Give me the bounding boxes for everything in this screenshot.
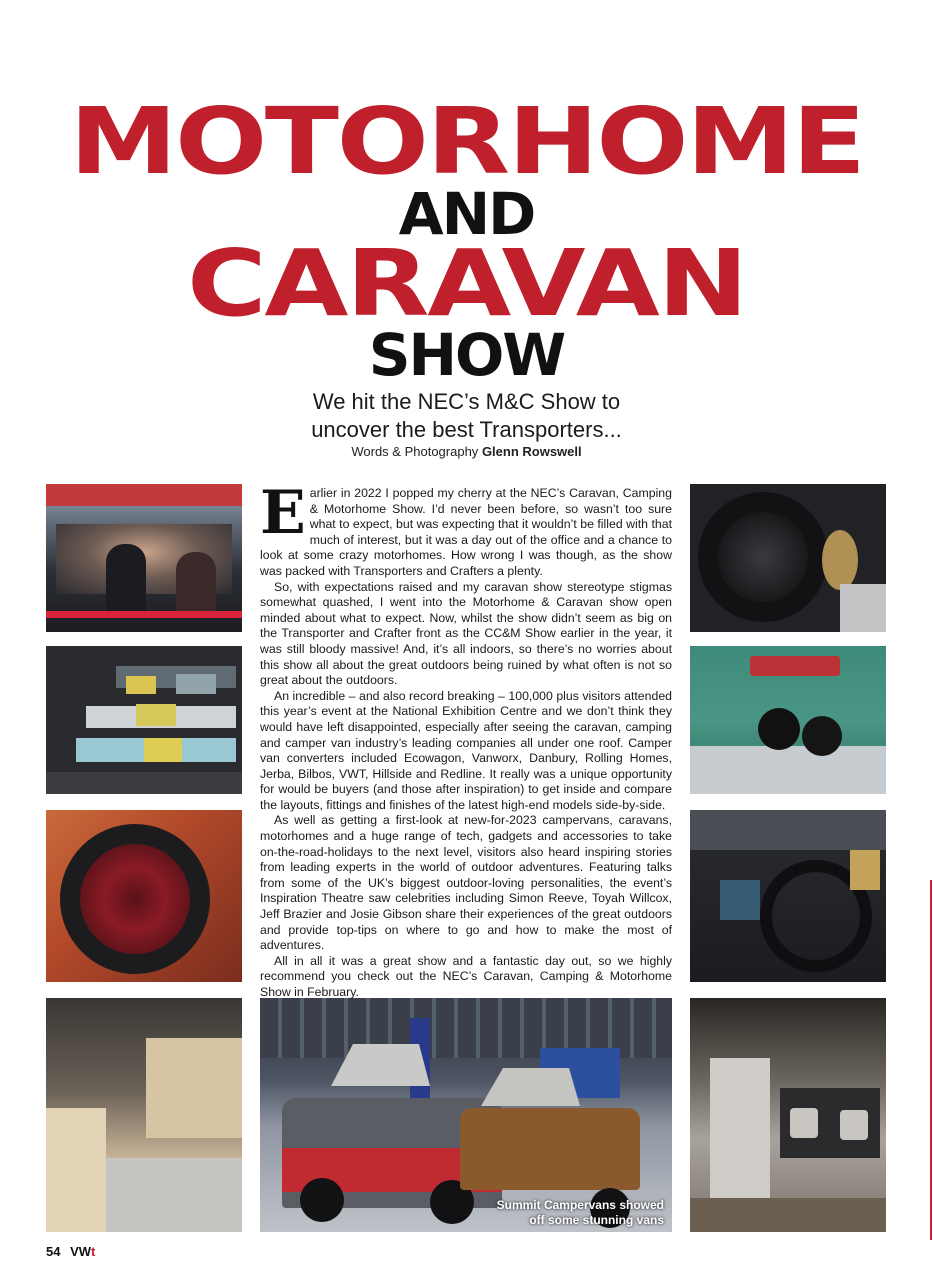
article-paragraph: An incredible – and also record breaking – 100,000 plus visitors attended this year’s event at the National Exhibition Centre and we don’t think they would have left disappointed, especially after seeing the caravan, camping and camper van industry’s leading companies all under one roof. Camper van converters included Ecowagon, Vanworx, Danbury, Rolling Homes, Jerba, Bilbos, VWT, Hillside and Redline. It really was a unique opportunity for would be buyers (and those after inspiration) to get inside and compare the layouts, fittings and finishes of the latest high-end models side-by-side. bbox=[260, 688, 672, 812]
page-number: 54 bbox=[46, 1244, 61, 1259]
article-paragraph: So, with expectations raised and my caravan show stereotype stigmas somewhat quashed, I went into the Motorhome & Caravan show open minded about what to expect. Now, whilst the show didn’t seem as big on the Transporter and Crafter front as the CC&M Show earlier in the year, it was still bloody massive! And, it’s all indoors, so there’s no worries about this show all about the great outdoors being ruined by what often is not so great about the outdoors. bbox=[260, 579, 672, 688]
standfirst bbox=[0, 388, 933, 444]
photo-interior-right bbox=[690, 998, 886, 1232]
article-body bbox=[260, 478, 672, 1001]
photo-summit-campervans bbox=[260, 998, 672, 1232]
magazine-logo-accent: t bbox=[91, 1244, 96, 1259]
headline-show: SHOW bbox=[368, 321, 565, 389]
side-rule bbox=[930, 880, 932, 1240]
byline-author: Glenn Rowswell bbox=[481, 444, 582, 459]
photo-black-wheel bbox=[690, 484, 886, 632]
magazine-logo-main: VW bbox=[70, 1244, 92, 1259]
photo-steering-wheel bbox=[690, 810, 886, 982]
photo-exhaust bbox=[690, 646, 886, 794]
standfirst-line-1: We hit the NEC’s M&C Show to bbox=[312, 389, 621, 414]
magazine-logo bbox=[70, 1244, 95, 1259]
headline-and: AND bbox=[398, 180, 535, 248]
article-paragraph: As well as getting a first-look at new-for-2023 campervans, caravans, motorhomes and a huge range of tech, gadgets and accessories to take on-the-road-holidays to the next level, visitors also heard inspiring stories from leading experts in the world of outdoor adventures. Featuring talks from some of the UK’s biggest outdoor-loving personalities, the event’s Inspiration Theatre saw celebrities including Simon Reeve, Toyah Willcox, Jeff Brazier and Josie Gibson share their experiences of the great outdoors and provide top-tips on where to go and how to make the most of adventures. bbox=[260, 813, 672, 953]
drop-cap: E bbox=[260, 478, 306, 548]
byline-prefix: Words & Photography bbox=[351, 444, 479, 459]
standfirst-line-2: uncover the best Transporters... bbox=[311, 417, 622, 442]
headline-caravan: CARAVAN bbox=[187, 230, 746, 337]
photo-coolboxes bbox=[46, 646, 242, 794]
article-paragraph: All in all it was a great show and a fantastic day out, so we highly recommend you check out the NEC’s Caravan, Camping & Motorhome Show in February. bbox=[260, 953, 672, 999]
caption-line-2: off some stunning vans bbox=[529, 1213, 664, 1227]
page-footer bbox=[46, 1244, 95, 1259]
byline bbox=[0, 444, 933, 459]
photo-ribbon-opening bbox=[46, 484, 242, 632]
photo-red-wheel bbox=[46, 810, 242, 982]
photo-interior-left bbox=[46, 998, 242, 1232]
caption-line-1: Summit Campervans showed bbox=[496, 1198, 664, 1212]
headline-motorhome: MOTORHOME bbox=[69, 88, 864, 195]
article-paragraph bbox=[260, 478, 672, 580]
photo-caption bbox=[497, 1198, 664, 1228]
paragraph-text: arlier in 2022 I popped my cherry at the NEC’s Caravan, Camping & Motorhome Show. I’d never been before, so wasn’t too sure what to expect, but was expecting that it wouldn’t be filled with that much of interest, but it was a day out of the office and a chance to look at some crazy motorhomes. How wrong I was though, as the show was packed with Transporters and Crafters a plenty. bbox=[260, 486, 672, 578]
